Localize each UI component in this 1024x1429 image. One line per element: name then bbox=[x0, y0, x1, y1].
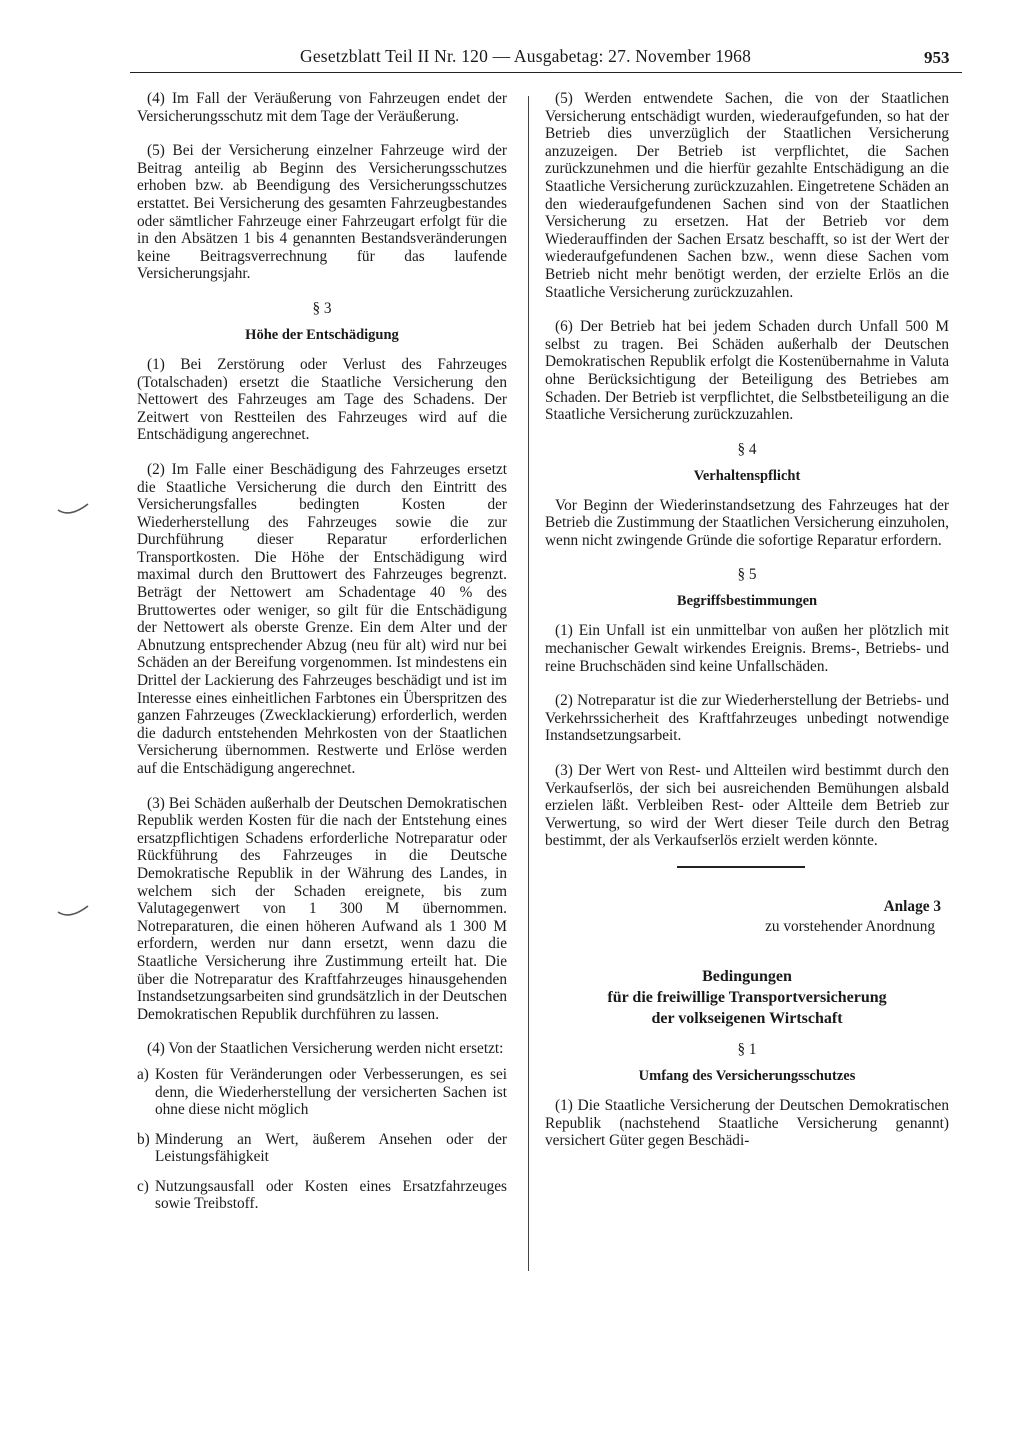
annex-subtitle: zu vorstehender Anordnung bbox=[765, 918, 935, 935]
paragraph: (1) Die Staatliche Versicherung der Deutschen Demokratischen Republik (nachstehend Staatliche Versicherung genannt) versichert Güter gegen Beschädi- bbox=[545, 1097, 949, 1150]
paragraph: (3) Bei Schäden außerhalb der Deutschen Demokratischen Republik werden Kosten für die nach der Entstehung eines ersatzpflichtigen Schadens erforderliche Notreparatur oder Rückführung des Fahrzeuges in die Deutsche Demokratische Republik in der Währung des Landes, in welchem sich der Schaden ereignete, bis zum Valutagegenwert von 1 300 M übernommen. Notreparaturen, die einen höheren Aufwand als 1 300 M erfordern, werden nur dann ersetzt, wenn dazu die Staatliche Versicherung ihre Zustimmung erteilt hat. Die über die Notreparatur des Kraftfahrzeuges hinausgehenden Instandsetzungsarbeiten sind grundsätzlich in der Deutschen Demokratischen Republik durchführen zu lassen. bbox=[137, 794, 507, 1023]
margin-checkmark-icon bbox=[56, 498, 90, 522]
paragraph: (4) Im Fall der Veräußerung von Fahrzeugen endet der Versicherungsschutz mit dem Tage der Veräußerung. bbox=[137, 90, 507, 125]
paragraph: (1) Ein Unfall ist ein unmittelbar von außen her plötzlich mit mechanischer Gewalt wirkendes Ereignis. Brems-, Betriebs- und reine Bruchschäden sind keine Unfallschäden. bbox=[545, 622, 949, 675]
paragraph: (3) Der Wert von Rest- und Altteilen wird bestimmt durch den Verkaufserlös, der sich bei ausreichenden Bemühungen alsbald erzielen läßt. Verbleiben Rest- oder Altteile dem Betrieb zur Verwertung, so wird der Wert dieser Teile durch den Betrag bestimmt, der als Verkaufserlös erzielt werden könnte. bbox=[545, 762, 949, 850]
margin-checkmark-icon bbox=[56, 900, 90, 924]
section-heading: § 4 bbox=[737, 440, 757, 458]
paragraph: (5) Werden entwendete Sachen, die von der Staatlichen Versicherung entschädigt wurden, wiederaufgefunden, so hat der Betrieb dies unverzüglich der Staatlichen Versicherung anzuzeigen. Der Betrieb ist verpflichtet, die Sachen zurückzunehmen und die hierfür gezahlte Entschädigung an die Staatliche Versicherung zurückzuzahlen. Eingetretene Schäden an den wiederaufgefundenen Sachen sind von der Staatlichen Versicherung zu ersetzen. Hat der Betrieb vor dem Wiederauffinden der Sachen Ersatz beschafft, so ist der Wert der wiederaufgefundenen Sachen bzw., wenn diese Sachen vom Betrieb nicht mehr benötigt werden, der erzielte Erlös an die Staatliche Versicherung zurückzuzahlen. bbox=[545, 90, 949, 301]
paragraph: Vor Beginn der Wiederinstandsetzung des Fahrzeuges hat der Betrieb die Zustimmung der Staatlichen Versicherung einzuholen, wenn nicht zwingende Gründe die sofortige Reparatur erfordern. bbox=[545, 496, 949, 549]
list-item-label: b) bbox=[137, 1130, 150, 1148]
section-title: Umfang des Versicherungsschutzes bbox=[638, 1068, 856, 1084]
document-title-line: Bedingungen bbox=[702, 968, 792, 985]
section-heading: § 1 bbox=[737, 1041, 757, 1058]
list-item-label: a) bbox=[137, 1065, 149, 1083]
document-title-line: der volkseigenen Wirtschaft bbox=[651, 1010, 843, 1027]
header-rule bbox=[130, 72, 962, 73]
running-header: Gesetzblatt Teil II Nr. 120 — Ausgabetag: 27. November 1968 bbox=[300, 46, 752, 66]
list-item bbox=[137, 1066, 507, 1119]
paragraph: (4) Von der Staatlichen Versicherung werden nicht ersetzt: bbox=[147, 1040, 504, 1058]
document-title bbox=[545, 966, 949, 1029]
annex-title: Anlage 3 bbox=[883, 898, 941, 915]
section-heading: § 3 bbox=[312, 299, 332, 317]
left-column bbox=[137, 90, 507, 1227]
list-item-label: c) bbox=[137, 1177, 149, 1195]
paragraph: (2) Im Falle einer Beschädigung des Fahrzeuges ersetzt die Staatliche Versicherung die durch den Eintritt des Versicherungsfalles bedingten Kosten der Wiederherstellung des Fahrzeuges sowie die zur Durchführung dieser Reparatur erforderlichen Transportkosten. Die Höhe der Entschädigung wird maximal durch den Bruttowert des Fahrzeuges begrenzt. Beträgt der Nettowert am Schadentage 40 % des Bruttowertes oder weniger, so gilt für die Entschädigung der Nettowert als oberste Grenze. Ein dem Alter und der Abnutzung entsprechender Abzug (neu für alt) wird nur bei Schäden an der Bereifung vorgenommen. Ist mindestens ein Drittel der Lackierung des Fahrzeuges beschädigt und ist im Interesse eines einheitlichen Farbtones ein Überspritzen des ganzen Fahrzeuges (Zwecklackierung) erforderlich, werden die dadurch entstehenden Mehrkosten von der Staatlichen Versicherung übernommen. Restwerte und Erlöse werden auf die Entschädigung angerechnet. bbox=[137, 460, 507, 777]
list-item-text: Nutzungsausfall oder Kosten eines Ersatzfahrzeuges sowie Treibstoff. bbox=[155, 1177, 507, 1213]
list-item bbox=[137, 1131, 507, 1166]
paragraph: (2) Notreparatur ist die zur Wiederherstellung der Betriebs- und Verkehrssicherheit des Kraftfahrzeuges unbedingt notwendige Instandsetzungsarbeit. bbox=[545, 692, 949, 745]
exclusion-list bbox=[137, 1066, 507, 1213]
right-column bbox=[545, 90, 949, 1167]
paragraph: (5) Bei der Versicherung einzelner Fahrzeuge wird der Beitrag anteilig ab Beginn des Versicherungsschutzes erhoben bzw. ab Beendigung des Versicherungsschutzes erstattet. Bei Versicherung des gesamten Fahrzeugbestandes oder sämtlicher Fahrzeuge einer Fahrzeugart erfolgt für die in den Absätzen 1 bis 4 genannten Bestandsveränderungen keine Beitragsverrechnung für das laufende Versicherungsjahr. bbox=[137, 142, 507, 283]
list-item bbox=[137, 1178, 507, 1213]
section-title: Begriffsbestimmungen bbox=[676, 593, 818, 610]
column-divider bbox=[528, 96, 529, 1271]
section-title: Höhe der Entschädigung bbox=[245, 326, 399, 343]
page-number: 953 bbox=[924, 48, 950, 67]
section-title: Verhaltenspflicht bbox=[693, 467, 801, 484]
paragraph: (1) Bei Zerstörung oder Verlust des Fahrzeuges (Totalschaden) ersetzt die Staatliche Versicherung den Nettowert des Fahrzeuges am Tage des Schadens. Der Zeitwert von Restteilen des Fahrzeuges wird auf die Entschädigung angerechnet. bbox=[137, 355, 507, 444]
list-item-text: Minderung an Wert, äußerem Ansehen oder der Leistungsfähigkeit bbox=[155, 1130, 507, 1166]
section-heading: § 5 bbox=[737, 566, 757, 584]
section-divider bbox=[677, 866, 805, 868]
paragraph: (6) Der Betrieb hat bei jedem Schaden durch Unfall 500 M selbst zu tragen. Bei Schäden außerhalb der Deutschen Demokratischen Republik erfolgt die Kostenübernahme in Valuta ohne Berücksichtigung der Beteiligung des Betriebes am Schaden. Der Betrieb ist verpflichtet, die Selbstbeteiligung an die Staatliche Versicherung zurückzuzahlen. bbox=[545, 318, 949, 424]
list-item-text: Kosten für Veränderungen oder Verbesserungen, es sei denn, die Wiederherstellung der versicherten Sachen ist ohne diese nicht möglich bbox=[155, 1065, 507, 1119]
document-title-line: für die freiwillige Transportversicherung bbox=[607, 989, 887, 1006]
